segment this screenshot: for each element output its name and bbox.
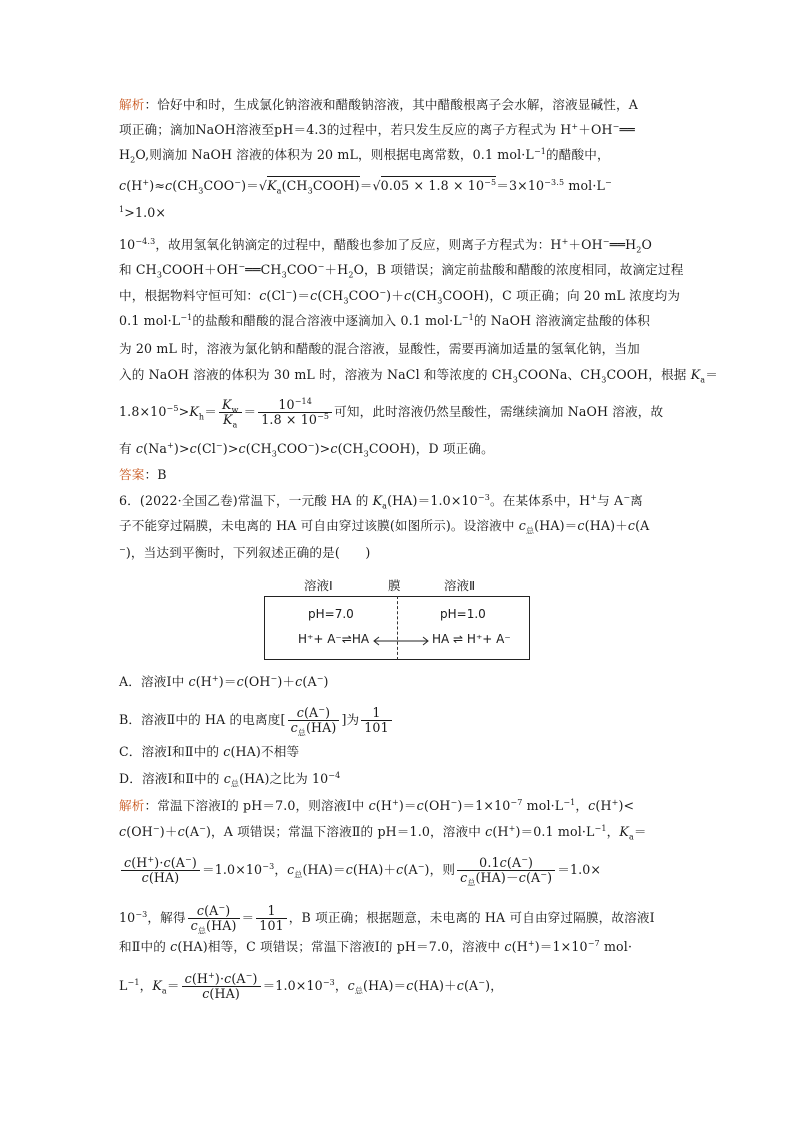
text-line: 答案：B (119, 467, 167, 482)
diagram-header-solution1: 溶液Ⅰ (304, 578, 333, 593)
text-line: $10^{-3}$，解得 $\frac{c(A^-)}{c_总(HA)}$ ＝ $\frac{1}{101}$ ，B 项正确；根据题意，未电离的 HA 可自由穿过隔膜，故溶液Ⅰ (119, 902, 655, 936)
diagram-double-arrow (372, 636, 430, 646)
text-line: $c(H^+)\approx c(CH_3COO^-)=√K_a(CH_3COOH)=√0.05 \times 1.8 \times 10^{-5}=3\times 10^{-3.5}$ mol·L− (119, 177, 612, 196)
option-d: D．溶液Ⅰ和Ⅱ中的 $c_总(HA)$之比为 $10^{-4}$ (119, 770, 341, 789)
text-line: $10^{-4.3}$，故用氢氧化钠滴定的过程中，醋酸也参加了反应，则离子方程式为：$H^++OH^-══H_2O$ (119, 236, 652, 255)
text-line: 项正确；滴加NaOH溶液至pH＝4.3的过程中，若只发生反应的离子方程式为 H+＋OH−══ (119, 121, 635, 137)
option-c: C．溶液Ⅰ和Ⅱ中的 c(HA)不相等 (119, 744, 300, 759)
text-line: 和 $CH_3COOH+OH^-══CH_3COO^-+H_2O$，B 项错误；滴定前盐酸和醋酸的浓度相同，故滴定过程 (119, 261, 684, 280)
diagram-equilibrium-solution2: HA ⇌ H⁺+ A⁻ (432, 632, 511, 646)
diagram-ph-solution1: pH=7.0 (308, 607, 354, 621)
membrane-diagram (264, 576, 530, 662)
text-line: $H_2O$,则滴加 NaOH 溶液的体积为 20 mL，则根据电离常数，0.1 $mol\cdot L^{-1}$的醋酸中， (119, 146, 610, 165)
text-line: $L^{-1}$，$K_a=$ $\frac{c(H^+)\cdot c(A^-)}{c(HA)}$ $=1.0\times 10^{-3}$，$c_总(HA)=c(HA)+c(A^-)$， (119, 970, 503, 1001)
diagram-header-solution2: 溶液Ⅱ (444, 578, 476, 593)
text-line: 子不能穿过隔膜，未电离的 HA 可自由穿过该膜(如图所示)。设溶液中 $c_总(HA)=c(HA)+c(A$ (119, 518, 650, 536)
text-line: 6．(2022·全国乙卷)常温下，一元酸 HA 的 $K_a(HA)=1.0\times 10^{-3}$。在某体系中，H+与 A−离 (119, 492, 643, 511)
text-line: 和Ⅱ中的 c(HA)相等，C 项错误；常温下溶液Ⅰ的 pH＝7.0，溶液中 $c(H^+)=1\times 10^{-7}$ mol· (119, 938, 633, 954)
text-line: 解析：恰好中和时，生成氯化钠溶液和醋酸钠溶液，其中醋酸根离子会水解，溶液显碱性，A (119, 97, 639, 112)
text-line: 0.1 $mol\cdot L^{-1}$的盐酸和醋酸的混合溶液中逐滴加入 0.1 $mol\cdot L^{-1}$的 NaOH 溶液滴定盐酸的体积 (119, 312, 651, 328)
text-line: 有 $c(Na^+)>c(Cl^-)>c(CH_3COO^-)>c(CH_3COOH)$，D 项正确。 (119, 440, 494, 459)
text-line: 解析：常温下溶液Ⅰ的 pH＝7.0，则溶液Ⅰ中 $c(H^+)=c(OH^-)=1\times 10^{-7}$ $mol\cdot L^{-1}$，c(H+)< (119, 797, 635, 813)
diagram-header-membrane: 膜 (388, 578, 401, 593)
option-a: A．溶液Ⅰ中 c(H+)＝c(OH−)＋c(A−) (119, 673, 329, 689)
diagram-equilibrium-solution1: H⁺+ A⁻⇌HA (298, 632, 370, 646)
membrane-divider (397, 596, 398, 660)
text-line: $\frac{c(H^+)\cdot c(A^-)}{c(HA)}$ $=1.0\times 10^{-3}$，$c_总(HA)=c(HA)+c(A^-)$，则 $\frac{0.1c(A^-)}{c_总(HA)-c(A^-)}$ ＝1.0× (119, 856, 679, 885)
diagram-ph-solution2: pH=1.0 (440, 607, 486, 621)
text-line: $1.8\times 10^{-5}>K_h=$ $\frac{K_w}{K_a}$ ＝ $\frac{10^{-14}}{1.8 \times 10^{-5}}$ 可知，此时溶液仍然呈酸性，需继续滴加 NaOH 溶液，故 (119, 396, 664, 430)
text-line: −)，当达到平衡时，下列叙述正确的是( ) (119, 544, 371, 560)
text-line: 入的 NaOH 溶液的体积为 30 mL 时，溶液为 NaCl 和等浓度的 $CH_3COONa$、$CH_3COOH$，根据 $K_a=$ (119, 367, 718, 385)
option-b: B．溶液Ⅱ中的 HA 的电离度[ $\frac{c(A^-)}{c_总(HA)}$ ]为 $\frac{1}{101}$ (119, 706, 679, 735)
text-line: 为 20 mL 时，溶液为氯化钠和醋酸的混合溶液，显酸性，需要再滴加适量的氢氧化钠，当加 (119, 341, 640, 356)
text-line: c(OH−)＋c(A−)，A 项错误；常温下溶液Ⅱ的 pH＝1.0，溶液中 c(H+)＝0.1 $mol\cdot L^{-1}$，$K_a=$ (119, 823, 647, 842)
text-line: 中，根据物料守恒可知：$c(Cl^-)=c(CH_3COO^-)+c(CH_3COOH)$，C 项正确；向 20 mL 浓度均为 (119, 287, 681, 306)
text-line: $^1$>1.0× (119, 204, 167, 220)
